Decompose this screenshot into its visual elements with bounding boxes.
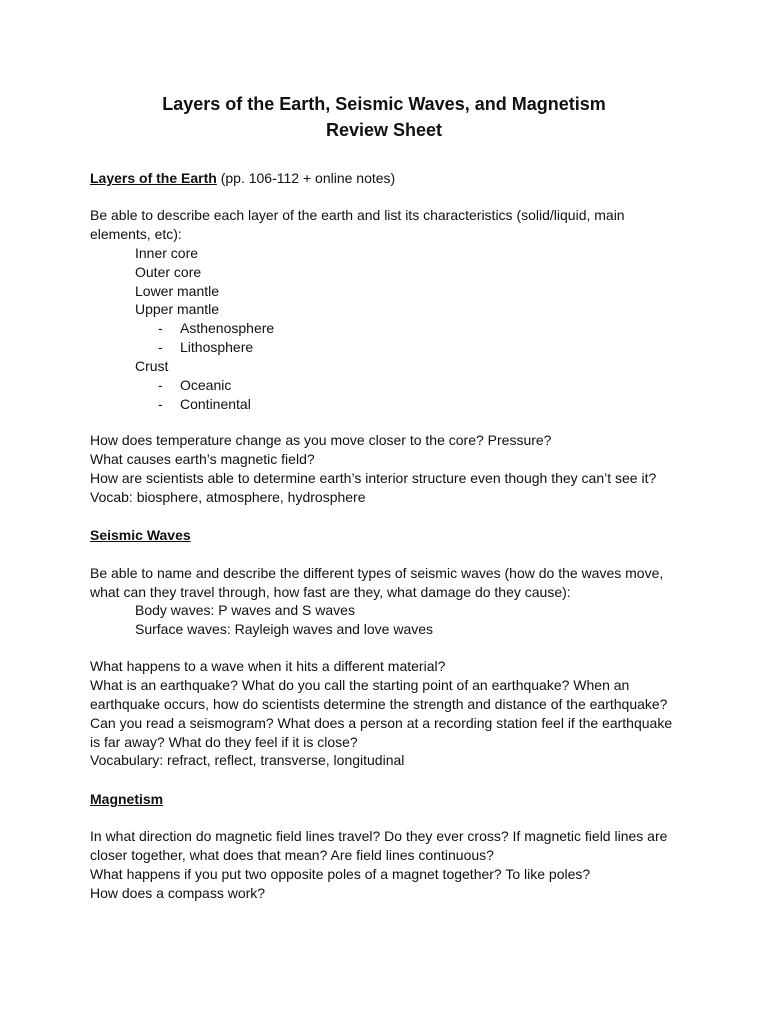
seismic-question: What is an earthquake? What do you call the starting point of an earthquake? When an: [90, 677, 630, 693]
magnetism-question: In what direction do magnetic field lines travel? Do they ever cross? If magnetic field lines are: [90, 828, 668, 844]
layer-outer-core: Outer core: [135, 264, 202, 280]
layer-oceanic: Oceanic: [180, 377, 232, 393]
magnetism-heading: Magnetism: [90, 791, 164, 807]
seismic-question: earthquake occurs, how do scientists determine the strength and distance of the earthquake?: [90, 696, 668, 712]
layer-inner-core: Inner core: [135, 245, 199, 261]
seismic-question: Can you read a seismogram? What does a person at a recording station feel if the earthquake: [90, 715, 673, 731]
magnetism-question: closer together, what does that mean? Are field lines continuous?: [90, 847, 494, 863]
layers-intro-line-1: Be able to describe each layer of the earth and list its characteristics (solid/liquid, main: [90, 207, 625, 223]
layers-vocab: Vocab: biosphere, atmosphere, hydrosphere: [90, 489, 366, 505]
layers-heading: Layers of the Earth: [90, 170, 217, 186]
seismic-heading: Seismic Waves: [90, 527, 191, 543]
layers-heading-line: [90, 169, 395, 188]
layers-question: How are scientists able to determine earth’s interior structure even though they can’t see it?: [90, 470, 657, 486]
seismic-body-waves: Body waves: P waves and S waves: [135, 602, 355, 618]
layer-lithosphere: Lithosphere: [180, 339, 254, 355]
document-title-line-2: Review Sheet: [325, 120, 443, 140]
seismic-vocab: Vocabulary: refract, reflect, transverse, longitudinal: [90, 752, 405, 768]
layer-lower-mantle: Lower mantle: [135, 283, 220, 299]
bullet-dash: -: [158, 396, 163, 412]
seismic-intro-line-2: what can they travel through, how fast are they, what damage do they cause):: [90, 584, 571, 600]
layer-continental: Continental: [180, 396, 251, 412]
bullet-dash: -: [158, 377, 163, 393]
layer-crust: Crust: [135, 358, 169, 374]
layers-question: How does temperature change as you move closer to the core? Pressure?: [90, 432, 552, 448]
layer-upper-mantle: Upper mantle: [135, 301, 220, 317]
magnetism-question: How does a compass work?: [90, 885, 266, 901]
seismic-question: What happens to a wave when it hits a different material?: [90, 658, 446, 674]
layers-heading-note: (pp. 106-112 + online notes): [216, 170, 396, 186]
document-title-line-1: Layers of the Earth, Seismic Waves, and Magnetism: [162, 94, 606, 114]
layer-asthenosphere: Asthenosphere: [180, 320, 275, 336]
bullet-dash: -: [158, 320, 163, 336]
seismic-intro-line-1: Be able to name and describe the different types of seismic waves (how do the waves move,: [90, 565, 664, 581]
layers-intro-line-2: elements, etc):: [90, 226, 182, 242]
layers-question: What causes earth’s magnetic field?: [90, 451, 315, 467]
magnetism-question: What happens if you put two opposite poles of a magnet together? To like poles?: [90, 866, 591, 882]
seismic-question: is far away? What do they feel if it is close?: [90, 734, 358, 750]
seismic-surface-waves: Surface waves: Rayleigh waves and love waves: [135, 621, 434, 637]
bullet-dash: -: [158, 339, 163, 355]
